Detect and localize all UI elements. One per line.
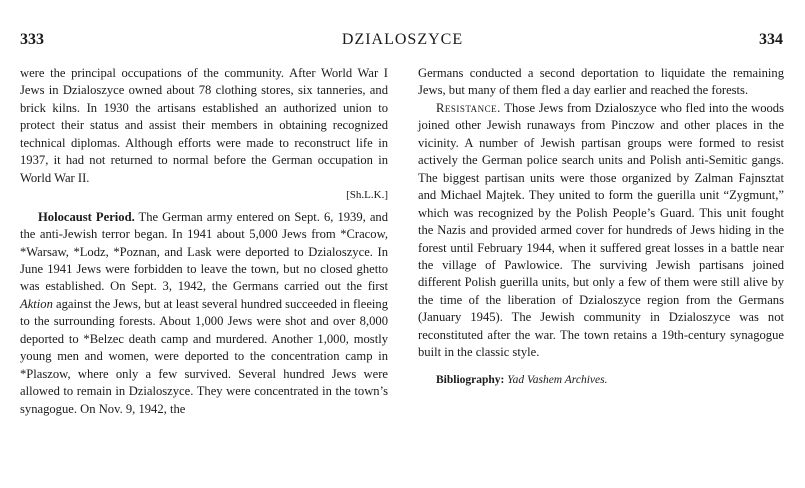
bibliography-reference: Yad Vashem Archives.: [507, 373, 608, 386]
paragraph-second-deportation: Germans conducted a second deportation to liquidate the remaining Jews, but many of them fled a day earlier and reached the forests.: [418, 66, 784, 98]
paragraph-resistance: [418, 100, 784, 362]
aktion-term: Aktion: [20, 296, 53, 311]
paragraph-occupations-text: were the principal occupations of the community. After World War I Jews in Dzialoszyce owned about 78 clothing stores, six tanneries, and brick kilns. In 1930 the artisans established an authorized union to protect their status and assist their members in obtaining recognized technical diplomas. Although efforts were made to reconstruct life in 1937, it had not returned to normal before the German occupation in World War II.: [20, 66, 388, 185]
page-number-right: 334: [759, 31, 783, 48]
bibliography-label: Bibliography:: [436, 373, 505, 386]
page-number-left: 333: [20, 31, 44, 48]
paragraph-holocaust-period: [20, 209, 388, 418]
section-heading-resistance: Resistance.: [436, 100, 501, 115]
page-title: DZIALOSZYCE: [341, 31, 464, 48]
holocaust-text: The German army entered on Sept. 6, 1939, and the anti-Jewish terror began. In 1941 about 5,000 Jews from *Cracow, *Warsaw, *Lodz, *Poznan, and Lask were deported to Dzialoszyce. In June 1941 Jews were forbidden to leave the town, but no closed ghetto was established. On Sept. 3, 1942, the Germans carried out the first: [20, 209, 389, 294]
resistance-text: Those Jews from Dzialoszyce who fled into the woods joined other Jewish runaways from Pinczow and other places in the vicinity. A number of Jewish partisan groups were formed to resist actively the German police search units and Polish anti-Semitic gangs. The biggest partisan units were those organized by Zalman Fajnsztat and Michael Majtek. They united to form the guerilla unit “Zygmunt,” which was recognized by the Polish People’s Guard. This unit fought the Nazis and provided armed cover for hundreds of Jews hiding in the forest until February 1944, when it suffered great losses in a battle near the village of Pawlowice. The surviving Jewish partisans joined different Polish guerilla units, but only a few of them were still alive by the time of the liberation of Dzialoszyce region from the Germans (January 1945). The Jewish community in Dzialoszyce was not reconstituted after the war. The town retains a 19th-century synagogue built in the classic style.: [418, 100, 784, 360]
bibliography: [418, 372, 784, 389]
author-credit: [Sh.L.K.]: [346, 189, 388, 202]
paragraph-occupations: [20, 65, 388, 205]
left-column: [20, 65, 388, 418]
holocaust-text-continued: against the Jews, but at least several hundred succeeded in fleeing to the surrounding forests. About 1,000 Jews were shot and over 8,000 deported to *Belzec death camp and murdered. Another 1,000, mostly young men and women, were deported to the concentration camp in *Plaszow, where only a few survived. Several hundred Jews were allowed to remain in Dzialoszyce. They were concentrated in the town’s synagogue. On Nov. 9, 1942, the: [20, 296, 388, 416]
right-column: [418, 65, 784, 389]
section-heading-holocaust-period: Holocaust Period.: [38, 209, 135, 224]
